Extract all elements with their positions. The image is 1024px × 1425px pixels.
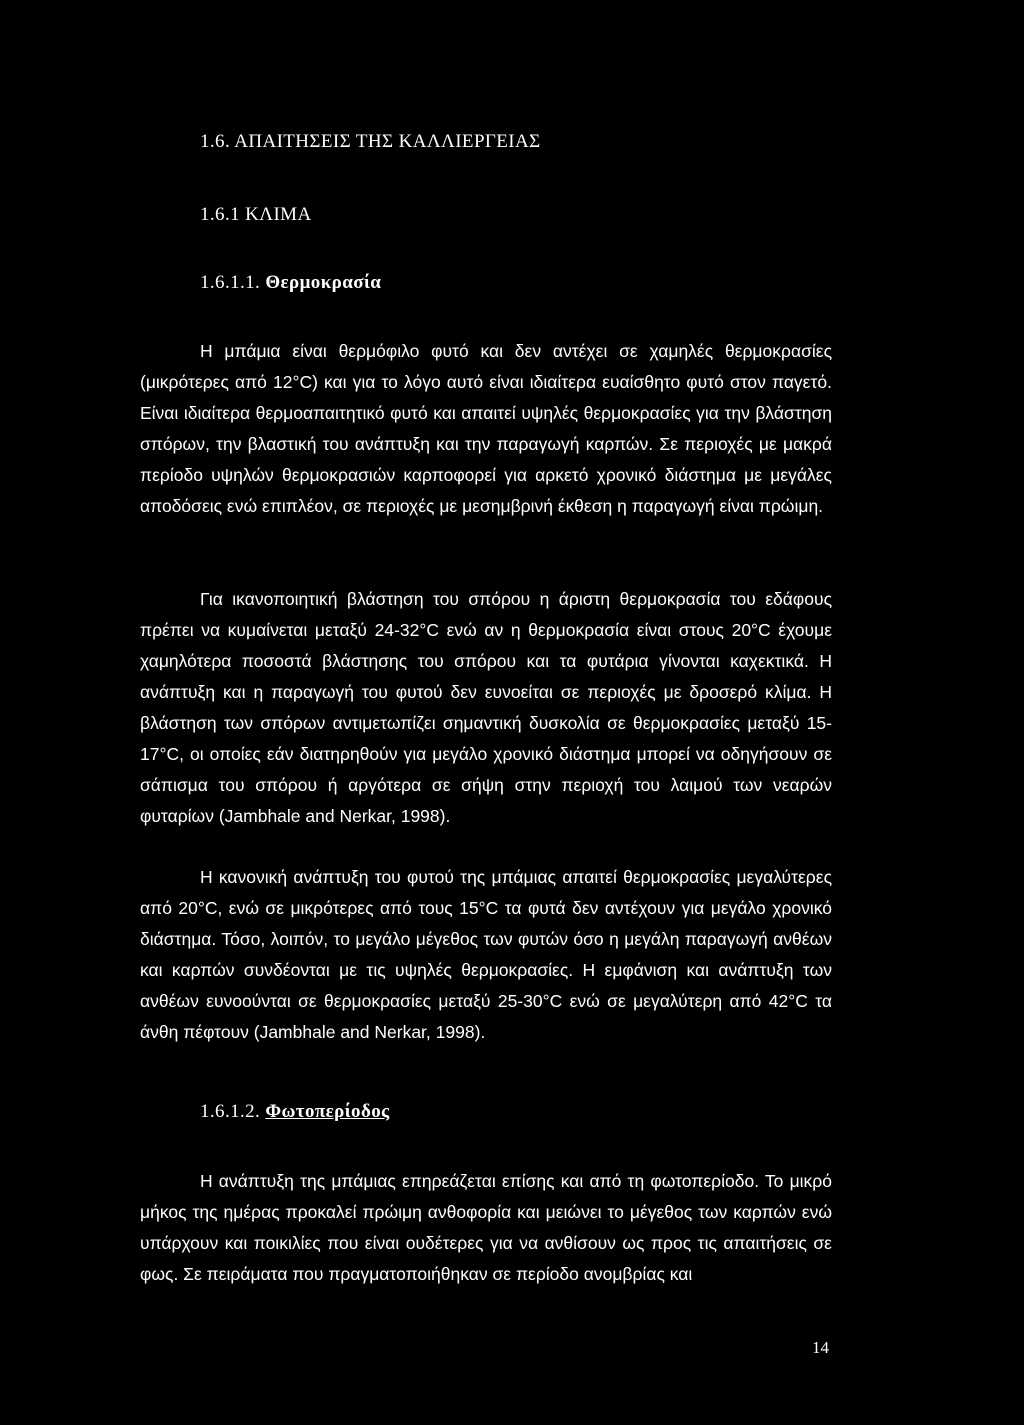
paragraph-temperature-2: Για ικανοποιητική βλάστηση του σπόρου η άριστη θερμοκρασία του εδάφους πρέπει να κυμαίνεται μεταξύ 24-32°C ενώ αν η θερμοκρασία είναι στους 20°C έχουμε χαμηλότερα ποσοστά βλάστησης του σπόρου και τα φυτάρια γίνονται καχεκτικά. Η ανάπτυξη και η παραγωγή του φυτού δεν ευνοείται σε περιοχές με δροσερό κλίμα. Η βλάστηση των σπόρων αντιμετωπίζει σημαντική δυσκολία σε θερμοκρασίες μεταξύ 15-17°C, οι οποίες εάν διατηρηθούν για μεγάλο χρονικό διάστημα μπορεί να οδηγήσουν σε σάπισμα του σπόρου ή αργότερα σε σήψη στην περιοχή του λαιμού των νεαρών φυταρίων (Jambhale and Nerkar, 1998). xyxy=(140,589,832,826)
subsection-heading xyxy=(200,204,312,226)
subsection-title: 1.6.1 ΚΛΙΜΑ xyxy=(200,204,312,225)
paragraph-temperature-3: Η κανονική ανάπτυξη του φυτού της μπάμιας απαιτεί θερμοκρασίες μεγαλύτερες από 20°C, ενώ σε μικρότερες από τους 15°C τα φυτά δεν αντέχουν για μεγάλο χρονικό διάστημα. Τόσο, λοιπόν, το μεγάλο μέγεθος των φυτών όσο η μεγάλη παραγωγή ανθέων και καρπών συνδέονται με τις υψηλές θερμοκρασίες. Η εμφάνιση και ανάπτυξη των ανθέων ευνοούνται σε θερμοκρασίες μεταξύ 25-30°C ενώ σε μεγαλύτερη από 42°C τα άνθη πέφτουν (Jambhale and Nerkar, 1998). xyxy=(140,867,832,1042)
paragraph-temperature-1: Η μπάμια είναι θερμόφιλο φυτό και δεν αντέχει σε χαμηλές θερμοκρασίες (μικρότερες από 12°C) και για το λόγο αυτό είναι ιδιαίτερα ευαίσθητο φυτό στον παγετό. Είναι ιδιαίτερα θερμοαπαιτητικό φυτό και απαιτεί υψηλές θερμοκρασίες για την βλάστηση σπόρων, την βλαστική του ανάπτυξη και την παραγωγή καρπών. Σε περιοχές με μακρά περίοδο υψηλών θερμοκρασιών καρποφορεί για αρκετό χρονικό διάστημα με μεγάλες αποδόσεις ενώ επιπλέον, σε περιοχές με μεσημβρινή έκθεση η παραγωγή είναι πρώιμη. xyxy=(140,341,832,516)
temperature-heading xyxy=(200,272,381,294)
photoperiod-heading-title: Φωτοπερίοδος xyxy=(265,1101,390,1122)
photoperiod-heading-number: 1.6.1.2. xyxy=(200,1101,261,1122)
temperature-heading-title: Θερμοκρασία xyxy=(265,272,382,293)
photoperiod-heading xyxy=(200,1101,390,1123)
page-number: 14 xyxy=(812,1338,829,1357)
section-title: 1.6. ΑΠΑΙΤΗΣΕΙΣ ΤΗΣ ΚΑΛΛΙΕΡΓΕΙΑΣ xyxy=(200,131,541,152)
section-heading xyxy=(200,131,541,153)
paragraph-photoperiod-1: Η ανάπτυξη της μπάμιας επηρεάζεται επίσης και από τη φωτοπερίοδο. Το μικρό μήκος της ημέρας προκαλεί πρώιμη ανθοφορία και μειώνει το μέγεθος των καρπών ενώ υπάρχουν και ποικιλίες που είναι ουδέτερες για να ανθίσουν ως προς τις απαιτήσεις σε φως. Σε πειράματα που πραγματοποιήθηκαν σε περίοδο ανομβρίας και xyxy=(140,1171,832,1284)
temperature-heading-number: 1.6.1.1. xyxy=(200,272,261,293)
